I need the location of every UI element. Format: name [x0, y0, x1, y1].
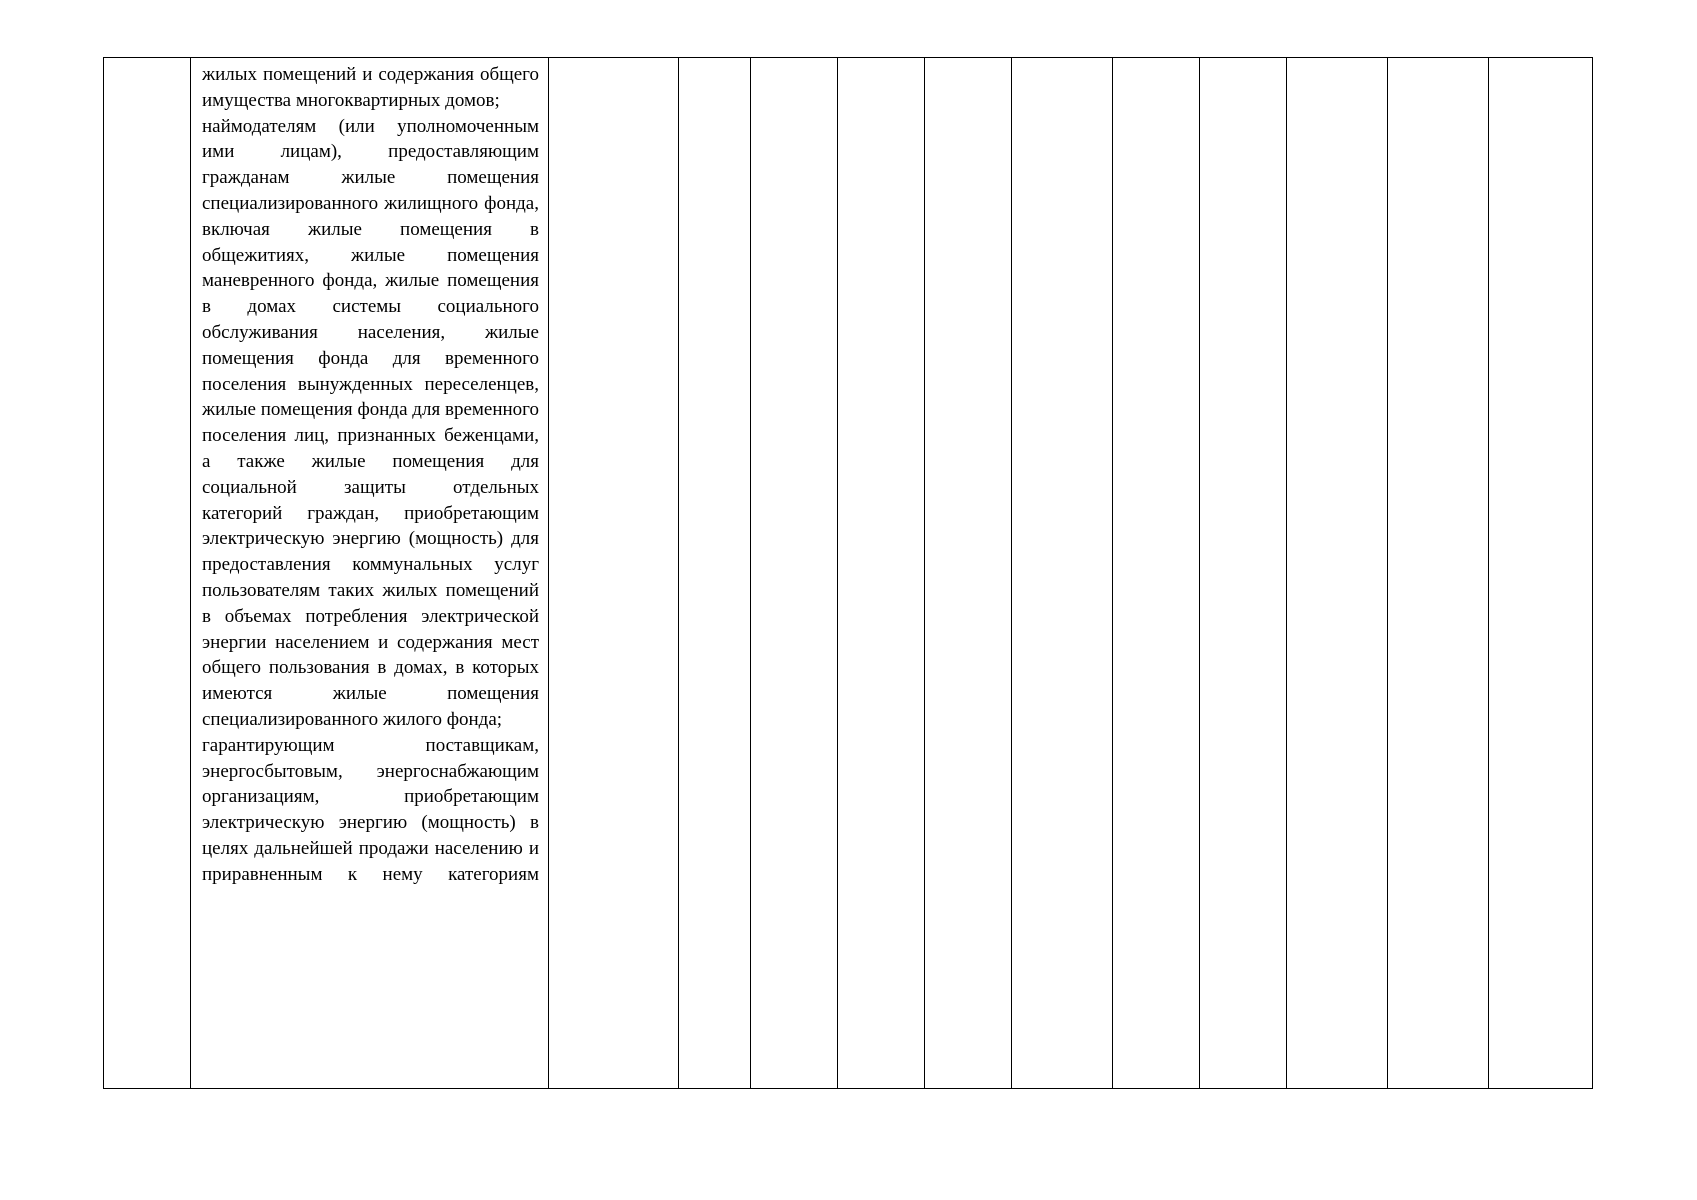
description-paragraph-1: жилых помещений и содержания общего имущества многоквартирных домов; — [202, 64, 539, 111]
table-cell-empty — [925, 58, 1012, 1089]
table-cell-number — [104, 58, 191, 1089]
description-paragraph-3: гарантирующим поставщикам, энергосбытовым, энергоснабжающим организациям, приобретающим электрическую энергию (мощность) в целях дальнейшей продажи населению и приравненным к нему категориям — [202, 734, 539, 885]
table-cell-empty — [1388, 58, 1489, 1089]
table-row — [104, 58, 1593, 1089]
table-cell-empty — [1200, 58, 1287, 1089]
table-cell-empty — [1489, 58, 1593, 1089]
table-cell-empty — [838, 58, 925, 1089]
description-text — [202, 62, 539, 888]
table-cell-description — [191, 58, 549, 1089]
table-cell-empty — [1113, 58, 1200, 1089]
description-paragraph-2: наймодателям (или уполномоченным ими лицам), предоставляющим гражданам жилые помещения специализированного жилищного фонда, включая жилые помещения в общежитиях, жилые помещения маневренного фонда, жилые помещения в домах системы социального обслуживания населения, жилые помещения фонда для временного поселения вынужденных переселенцев, жилые помещения фонда для временного поселения лиц, признанных беженцами, а также жилые помещения для социальной защиты отдельных категорий граждан, приобретающим электрическую энергию (мощность) для предоставления коммунальных услуг пользователям таких жилых помещений в объемах потребления электрической энергии населением и содержания мест общего пользования в домах, в которых имеются жилые помещения специализированного жилого фонда; — [202, 115, 539, 730]
table-cell-empty — [549, 58, 679, 1089]
document-table — [103, 57, 1593, 1089]
table-cell-empty — [1287, 58, 1388, 1089]
table-cell-empty — [751, 58, 838, 1089]
table-cell-empty — [679, 58, 751, 1089]
table-cell-empty — [1012, 58, 1113, 1089]
